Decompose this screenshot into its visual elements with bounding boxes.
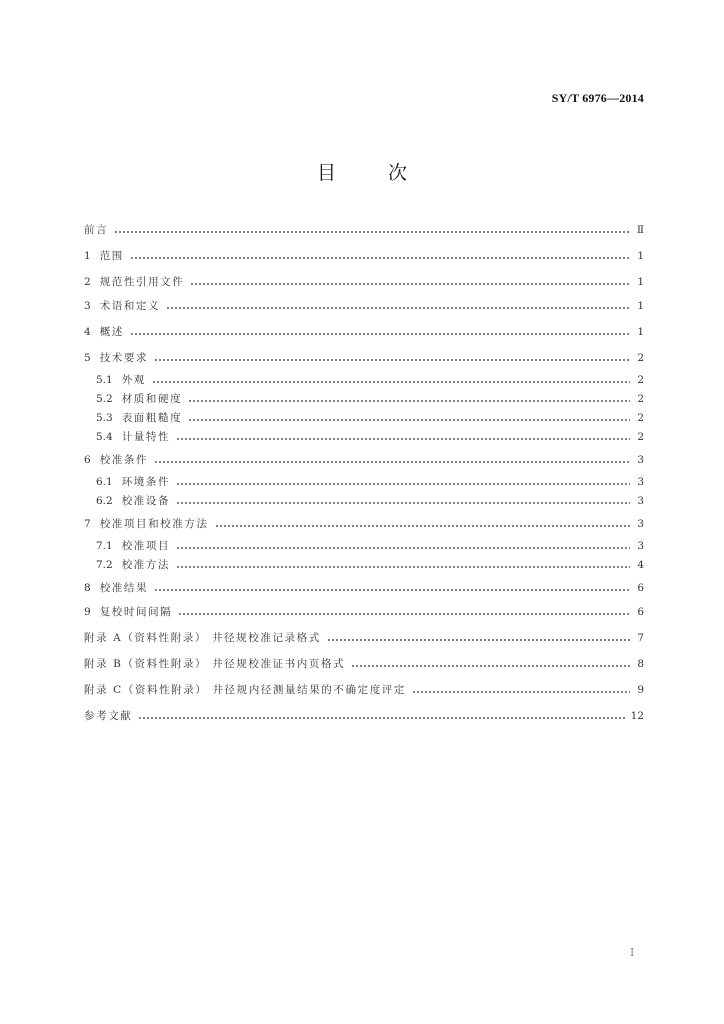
toc-entry[interactable] (96, 493, 644, 509)
toc-dot-leader (188, 399, 630, 403)
toc-entry-label: 环境条件 (121, 476, 171, 488)
toc-entry-label: 材质和硬度 (121, 393, 183, 405)
toc-entry-label: 附录 B（资料性附录） 井径规校准证书内页格式 (84, 658, 346, 670)
toc-entry-label: 复校时间间隔 (99, 606, 173, 618)
toc-entry-page: 8 (637, 658, 644, 670)
toc-entry-page: 7 (637, 632, 644, 644)
toc-entry-page: 3 (637, 540, 644, 552)
toc-entry-number: 6.1 (96, 476, 113, 488)
toc-entry-number: 1 (84, 250, 91, 262)
toc-dot-leader (166, 306, 630, 310)
toc-entry[interactable] (84, 580, 644, 596)
toc-dot-leader (154, 358, 630, 362)
toc-entry-page: 1 (637, 300, 644, 312)
toc-entry[interactable] (84, 630, 644, 646)
toc-entry-page: 4 (637, 559, 644, 571)
toc-entry[interactable] (96, 391, 644, 407)
toc-entry-label: 规范性引用文件 (99, 276, 185, 288)
toc-entry-page: 2 (637, 352, 644, 364)
toc-entry-number: 8 (84, 582, 91, 594)
toc-entry-label: 附录 A（资料性附录） 井径规校准记录格式 (84, 632, 321, 644)
toc-entry-page: 12 (630, 710, 644, 722)
toc-entry-page: 2 (637, 374, 644, 386)
title-char-1: 目 (316, 162, 336, 184)
toc-entry-label: 校准项目 (121, 540, 171, 552)
toc-entry-number: 5.3 (96, 412, 113, 424)
toc-entry[interactable] (84, 248, 644, 264)
toc-dot-leader (178, 612, 630, 616)
toc-entry-page: 2 (637, 431, 644, 443)
toc-dot-leader (215, 524, 630, 528)
toc-entry[interactable] (84, 350, 644, 366)
toc-entry-page: 3 (637, 476, 644, 488)
toc-entry-label: 校准方法 (121, 559, 171, 571)
toc-entry-label: 术语和定义 (99, 300, 161, 312)
toc-entry-number: 6 (84, 454, 91, 466)
toc-entry-label: 校准条件 (99, 454, 149, 466)
toc-entry-label: 参考文献 (84, 710, 133, 722)
toc-entry[interactable] (84, 656, 644, 672)
toc-dot-leader (327, 638, 630, 642)
toc-entry-number: 5.4 (96, 431, 113, 443)
document-code: SY/T 6976—2014 (551, 91, 644, 105)
toc-entry[interactable] (96, 410, 644, 426)
toc-entry[interactable] (96, 372, 644, 388)
toc-entry[interactable] (84, 274, 644, 290)
toc-dot-leader (154, 588, 630, 592)
toc-entry[interactable] (84, 324, 644, 340)
toc-entry-label: 表面粗糙度 (121, 412, 183, 424)
toc-dot-leader (130, 332, 630, 336)
toc-entry[interactable] (84, 298, 644, 314)
toc-entry-number: 7 (84, 518, 91, 530)
toc-entry[interactable] (84, 222, 644, 238)
toc-entry[interactable] (84, 708, 644, 724)
toc-entry-number: 7.2 (96, 559, 113, 571)
toc-entry-page: 6 (637, 582, 644, 594)
toc-dot-leader (154, 460, 630, 464)
toc-entry[interactable] (84, 604, 644, 620)
toc-entry-page: 1 (637, 276, 644, 288)
toc-dot-leader (176, 437, 630, 441)
toc-dot-leader (188, 418, 630, 422)
toc-entry-label: 范围 (99, 250, 124, 262)
toc-entry-number: 5.2 (96, 393, 113, 405)
toc-entry[interactable] (96, 557, 644, 573)
toc-entry-page: 3 (637, 495, 644, 507)
toc-dot-leader (114, 230, 630, 234)
toc-entry[interactable] (84, 516, 644, 532)
toc-entry-number: 7.1 (96, 540, 113, 552)
toc-dot-leader (351, 664, 630, 668)
toc-dot-leader (176, 565, 630, 569)
toc-dot-leader (176, 546, 630, 550)
toc-entry-page: 3 (637, 518, 644, 530)
toc-entry-number: 4 (84, 326, 91, 338)
toc-entry-number: 6.2 (96, 495, 113, 507)
toc-entry-label: 校准结果 (99, 582, 149, 594)
toc-entry-number: 2 (84, 276, 91, 288)
toc-entry-page: 2 (637, 393, 644, 405)
toc-dot-leader (176, 501, 630, 505)
toc-entry-number: 5.1 (96, 374, 113, 386)
toc-entry-page: Ⅱ (636, 224, 644, 236)
title-char-2: 次 (388, 162, 408, 184)
toc-entry-page: 6 (637, 606, 644, 618)
toc-entry-label: 校准设备 (121, 495, 171, 507)
toc-entry[interactable] (96, 538, 644, 554)
toc-entry-page: 3 (637, 454, 644, 466)
toc-entry-label: 校准项目和校准方法 (99, 518, 209, 530)
toc-entry-page: 2 (637, 412, 644, 424)
toc-entry[interactable] (84, 452, 644, 468)
toc-entry-label: 技术要求 (99, 352, 149, 364)
toc-entry-label: 前言 (84, 224, 109, 236)
toc-entry-number: 3 (84, 300, 91, 312)
footer-page-number: Ⅰ (630, 946, 635, 959)
toc-dot-leader (190, 282, 630, 286)
toc-entry-page: 1 (637, 326, 644, 338)
toc-entry-page: 9 (637, 684, 644, 696)
toc-entry-number: 9 (84, 606, 91, 618)
toc-entry-label: 附录 C（资料性附录） 井径规内径测量结果的不确定度评定 (84, 684, 407, 696)
toc-dot-leader (152, 380, 630, 384)
toc-dot-leader (412, 690, 630, 694)
toc-dot-leader (130, 256, 630, 260)
toc-entry-label: 计量特性 (121, 431, 171, 443)
toc-entry-number: 5 (84, 352, 91, 364)
toc-entry[interactable] (84, 682, 644, 698)
toc-dot-leader (176, 482, 630, 486)
toc-dot-leader (138, 716, 624, 720)
toc-entry[interactable] (96, 474, 644, 490)
toc-entry-label: 概述 (99, 326, 124, 338)
toc-entry[interactable] (96, 429, 644, 445)
toc-entry-page: 1 (637, 250, 644, 262)
page-title (0, 158, 724, 185)
toc-entry-label: 外观 (121, 374, 146, 386)
